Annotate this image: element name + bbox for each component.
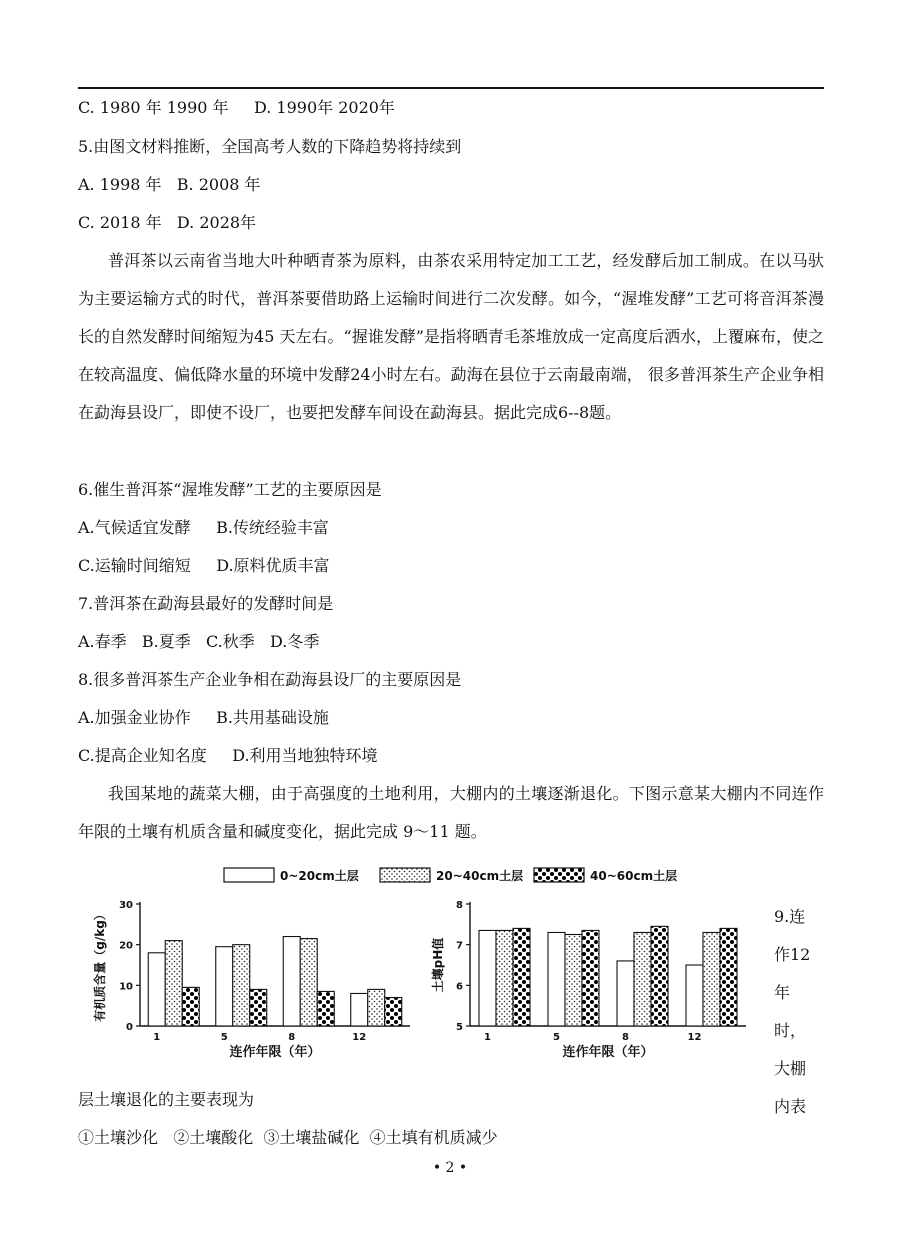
bar [651, 926, 668, 1026]
bar [479, 930, 496, 1026]
q6-stem: 6.催生普洱茶“渥堆发酵”工艺的主要原因是 [78, 480, 382, 499]
x-tick-label: 5 [220, 1032, 228, 1043]
tea-passage [78, 242, 824, 432]
bar [283, 937, 300, 1026]
header-rule [78, 87, 824, 89]
q5-stem: 5.由图文材料推断，全国高考人数的下降趋势将持续到 [78, 137, 462, 156]
legend-swatch [380, 868, 430, 882]
y-tick-label: 30 [119, 900, 133, 911]
q9-side-text [774, 898, 814, 1126]
q9-options: ①土壤沙化 ②土壤酸化 ③土壤盐碱化 ④土填有机质减少 [78, 1128, 498, 1147]
x-tick-label: 1 [484, 1032, 491, 1043]
legend-swatch [224, 868, 274, 882]
legend-label: 40~60cm土层 [590, 869, 678, 883]
bar [686, 965, 703, 1026]
x-axis-label: 连作年限（年） [562, 1045, 654, 1060]
q4-options-cd: C. 1980 年 1990 年 D. 1990年 2020年 [78, 98, 395, 117]
y-tick-label: 6 [456, 981, 463, 993]
bar [496, 930, 513, 1026]
y-tick-label: 8 [456, 900, 463, 911]
y-tick-label: 20 [119, 940, 133, 952]
greenhouse-passage-text: 我国某地的蔬菜大棚，由于高强度的土地利用，大棚内的土壤逐渐退化。下图示意某大棚内不同连作年限的土壤有机质含量和碱度变化，据此完成 9～11 题。 [78, 784, 824, 841]
bar [703, 932, 720, 1026]
bar [233, 945, 250, 1026]
legend-label: 20~40cm土层 [436, 869, 524, 883]
bar [720, 928, 737, 1026]
q9-side-line: 年时， [774, 983, 807, 1040]
bar [617, 961, 634, 1026]
x-tick-label: 12 [687, 1032, 702, 1043]
bar [582, 930, 599, 1026]
bar [182, 987, 199, 1026]
bar [385, 998, 402, 1026]
q9-side-line: 9.连 [774, 907, 806, 926]
organic-matter-chart [92, 900, 410, 1060]
q7-options: A.春季 B.夏季 C.秋季 D.冬季 [78, 632, 320, 651]
x-tick-label: 8 [622, 1032, 629, 1043]
bar [368, 989, 385, 1026]
q5-options-cd: C. 2018 年 D. 2028年 [78, 213, 257, 232]
legend-label: 0~20cm土层 [280, 869, 359, 883]
bar [548, 932, 565, 1026]
q9-side-line: 大棚 [774, 1059, 807, 1078]
y-tick-label: 10 [119, 981, 133, 993]
y-tick-label: 5 [456, 1022, 463, 1033]
x-tick-label: 1 [153, 1032, 161, 1043]
x-tick-label: 8 [288, 1032, 296, 1043]
bar [148, 953, 165, 1026]
q9-stem-continued: 层土壤退化的主要表现为 [78, 1090, 255, 1109]
bar [317, 991, 334, 1026]
greenhouse-passage [78, 775, 824, 851]
soil-figure [93, 860, 758, 1060]
bar [513, 928, 530, 1026]
q6-options-cd: C.运输时间缩短 D.原料优质丰富 [78, 556, 330, 575]
q8-stem: 8.很多普洱茶生产企业争相在勐海县设厂的主要原因是 [78, 670, 462, 689]
chart-legend [224, 868, 677, 883]
ph-chart [430, 900, 746, 1060]
page-number: • 2 • [432, 1160, 468, 1176]
q9-side-line: 作12 [774, 945, 811, 964]
tea-passage-text: 普洱茶以云南省当地大叶种晒青茶为原料，由茶农采用特定加工工艺，经发酵后加工制成。在以马驮为主要运输方式的时代，普洱茶要借助路上运输时间进行二次发酵。如今，“渥堆发酵”工艺可将音洱茶漫长的自然发酵时间缩短为45 天左右。“握谁发酵”是指将晒青毛茶堆放成一定高度后洒水，上覆麻布，使之在较高温度、偏低降水量的环境中发酵24小时左右。勐海在县位于云南最南端， 很多普洱茶生产企业争相在勐海县设厂，即使不设厂，也要把发酵车间设在勐海县。据此完成6--8题。 [78, 251, 824, 422]
y-axis-label: 土壤pH值 [431, 937, 445, 993]
q8-options-ab: A.加强金业协作 B.共用基础设施 [78, 708, 329, 727]
soil-charts [93, 860, 758, 1060]
y-tick-label: 0 [126, 1022, 133, 1033]
x-axis-label: 连作年限（年） [229, 1045, 321, 1060]
q9-side-line: 内表 [774, 1097, 807, 1116]
bar [351, 993, 368, 1026]
bar [250, 989, 267, 1026]
bar [634, 932, 651, 1026]
x-tick-label: 5 [553, 1032, 560, 1043]
y-axis-label: 有机质含量（g/kg） [93, 908, 107, 1022]
bar [216, 947, 233, 1026]
bar [300, 939, 317, 1026]
q5-options-ab: A. 1998 年 B. 2008 年 [78, 175, 261, 194]
q6-options-ab: A.气候适宜发酵 B.传统经验丰富 [78, 518, 329, 537]
y-tick-label: 7 [456, 940, 463, 952]
q7-stem: 7.普洱茶在勐海县最好的发酵时间是 [78, 594, 334, 613]
legend-swatch [534, 868, 584, 882]
bar [165, 941, 182, 1026]
x-tick-label: 12 [352, 1032, 367, 1043]
q8-options-cd: C.提高企业知名度 D.利用当地独特环境 [78, 746, 378, 765]
bar [565, 935, 582, 1027]
